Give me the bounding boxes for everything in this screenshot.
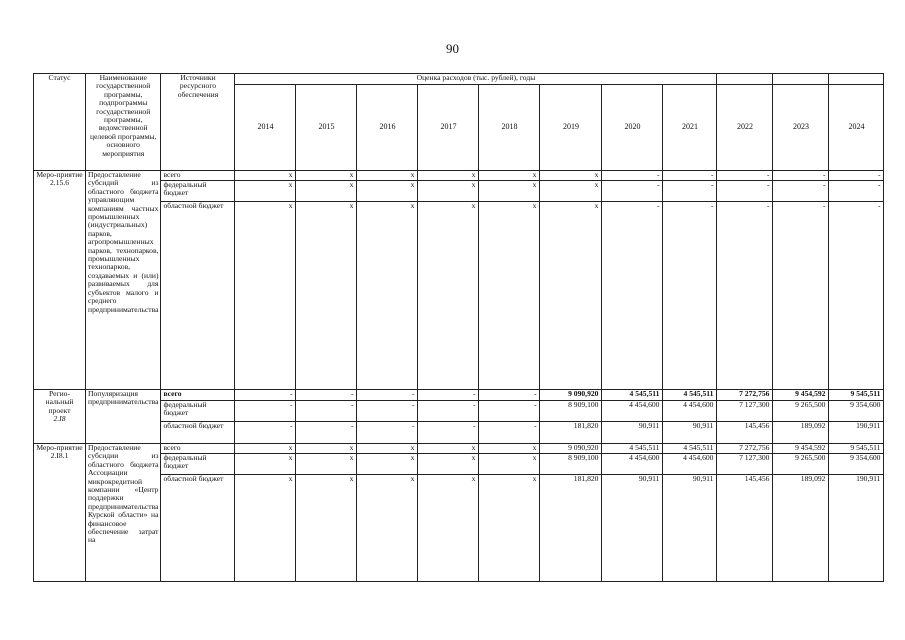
value-cell: - [663, 202, 717, 390]
value-cell: x [296, 454, 357, 475]
year-header: 2018 [479, 85, 540, 171]
value-cell: - [663, 181, 717, 202]
value-cell: 4 454,600 [663, 401, 717, 422]
value-cell: x [479, 444, 540, 454]
header-blank-2024 [829, 74, 884, 85]
value-cell: 4 545,511 [663, 444, 717, 454]
year-header: 2020 [602, 85, 663, 171]
value-cell: 9 265,500 [773, 454, 829, 475]
value-cell: 9 454,592 [773, 444, 829, 454]
source-cell: областной бюджет [161, 202, 235, 390]
source-cell: всего [161, 171, 235, 181]
value-cell: - [296, 422, 357, 444]
source-cell: федеральный бюджет [161, 401, 235, 422]
value-cell: 9 265,500 [773, 401, 829, 422]
status-code: 2.I8 [53, 414, 66, 424]
value-cell: - [357, 401, 418, 422]
value-cell: x [418, 475, 479, 582]
year-header: 2019 [540, 85, 602, 171]
value-cell: x [357, 475, 418, 582]
value-cell: x [418, 171, 479, 181]
value-cell: - [479, 390, 540, 401]
value-cell: - [418, 422, 479, 444]
value-cell: x [479, 181, 540, 202]
value-cell: - [357, 390, 418, 401]
value-cell: - [773, 181, 829, 202]
value-cell: 7 272,756 [717, 444, 773, 454]
status-cell: Меро-приятие 2.15.6 [34, 171, 86, 390]
value-cell: 90,911 [663, 475, 717, 582]
value-cell: x [357, 181, 418, 202]
value-cell: x [357, 202, 418, 390]
value-cell: 4 545,511 [663, 390, 717, 401]
value-cell: x [418, 444, 479, 454]
value-cell: x [479, 475, 540, 582]
value-cell: x [357, 444, 418, 454]
table-row [34, 171, 884, 181]
value-cell: 8 909,100 [540, 454, 602, 475]
value-cell: - [479, 422, 540, 444]
value-cell: - [296, 401, 357, 422]
value-cell: x [235, 181, 296, 202]
value-cell: 189,092 [773, 475, 829, 582]
value-cell: x [235, 444, 296, 454]
value-cell: x [235, 171, 296, 181]
year-header: 2024 [829, 85, 884, 171]
source-cell: федеральный бюджет [161, 454, 235, 475]
value-cell: 145,456 [717, 422, 773, 444]
value-cell: - [479, 401, 540, 422]
value-cell: 4 545,511 [602, 444, 663, 454]
value-cell: x [479, 454, 540, 475]
value-cell: x [418, 454, 479, 475]
year-header: 2023 [773, 85, 829, 171]
value-cell: 9 090,920 [540, 444, 602, 454]
table-row [34, 475, 884, 582]
value-cell: x [296, 202, 357, 390]
header-row [34, 74, 884, 85]
year-header: 2017 [418, 85, 479, 171]
status-cell: Меро-приятие 2.I8.1 [34, 444, 86, 582]
value-cell: 90,911 [602, 475, 663, 582]
value-cell: - [602, 181, 663, 202]
value-cell: x [296, 444, 357, 454]
year-header: 2015 [296, 85, 357, 171]
value-cell: x [357, 171, 418, 181]
value-cell: 190,911 [829, 422, 884, 444]
name-cell: Популяризация предпринимательства [86, 390, 161, 444]
table-row [34, 454, 884, 475]
value-cell: 90,911 [602, 422, 663, 444]
source-cell: всего [161, 390, 235, 401]
value-cell: 9 354,600 [829, 454, 884, 475]
value-cell: x [296, 181, 357, 202]
value-cell: x [540, 202, 602, 390]
value-cell: - [829, 202, 884, 390]
value-cell: - [357, 422, 418, 444]
value-cell: 4 454,600 [602, 454, 663, 475]
header-blank-2022 [717, 74, 773, 85]
name-cell: Предоставление субсидий из областного бюджета управляющим компаниям частных промышленных (индустриальных) парков, агропромышленных парков, технопарков, промышленных технопарков, создаваемых и (или) развиваемых для субъектов малого и среднего предпринимательства [86, 171, 161, 390]
value-cell: x [479, 202, 540, 390]
value-cell: 4 545,511 [602, 390, 663, 401]
table-row [34, 444, 884, 454]
value-cell: x [418, 202, 479, 390]
value-cell: x [540, 181, 602, 202]
value-cell: - [773, 202, 829, 390]
value-cell: 189,092 [773, 422, 829, 444]
year-header: 2016 [357, 85, 418, 171]
value-cell: 9 454,592 [773, 390, 829, 401]
value-cell: - [296, 390, 357, 401]
value-cell: 9 545,511 [829, 444, 884, 454]
value-cell: - [602, 202, 663, 390]
year-header: 2021 [663, 85, 717, 171]
page-number: 90 [446, 41, 459, 56]
budget-table [33, 73, 884, 582]
value-cell: - [717, 181, 773, 202]
value-cell: - [717, 171, 773, 181]
value-cell: - [418, 401, 479, 422]
value-cell: - [773, 171, 829, 181]
value-cell: - [418, 390, 479, 401]
value-cell: 145,456 [717, 475, 773, 582]
value-cell: - [829, 181, 884, 202]
status-cell [34, 390, 86, 444]
value-cell: 9 545,511 [829, 390, 884, 401]
value-cell: 181,820 [540, 422, 602, 444]
status-text: Регио-нальный проект [45, 389, 74, 415]
year-header: 2022 [717, 85, 773, 171]
value-cell: - [602, 171, 663, 181]
source-cell: областной бюджет [161, 475, 235, 582]
value-cell: - [717, 202, 773, 390]
value-cell: x [235, 202, 296, 390]
table-row [34, 202, 884, 390]
value-cell: x [235, 454, 296, 475]
source-cell: всего [161, 444, 235, 454]
header-blank-2023 [773, 74, 829, 85]
table-row [34, 422, 884, 444]
status-header: Статус [34, 74, 86, 171]
estimate-header: Оценка расходов (тыс. рублей), годы [235, 74, 717, 85]
value-cell: 190,911 [829, 475, 884, 582]
value-cell: x [540, 171, 602, 181]
source-cell: областной бюджет [161, 422, 235, 444]
year-header: 2014 [235, 85, 296, 171]
value-cell: x [296, 475, 357, 582]
value-cell: 9 354,600 [829, 401, 884, 422]
value-cell: 181,820 [540, 475, 602, 582]
value-cell: 7 127,300 [717, 401, 773, 422]
value-cell: x [479, 171, 540, 181]
value-cell: 8 909,100 [540, 401, 602, 422]
table-row [34, 390, 884, 401]
value-cell: - [235, 401, 296, 422]
value-cell: x [418, 181, 479, 202]
value-cell: x [357, 454, 418, 475]
name-header: Наименование государственной программы, подпрограммы государственной программы, ведомственной целевой программы, основного мероприятия [86, 74, 161, 171]
value-cell: 4 454,600 [663, 454, 717, 475]
value-cell: x [296, 171, 357, 181]
source-cell: федеральный бюджет [161, 181, 235, 202]
table-row [34, 401, 884, 422]
value-cell: 4 454,600 [602, 401, 663, 422]
name-cell: Предоставление субсидии из областного бюджета Ассоциации микрокредитной компании «Центр поддержки предпринимательства Курской области» на финансовое обеспечение затрат на [86, 444, 161, 582]
value-cell: - [235, 390, 296, 401]
value-cell: 7 127,300 [717, 454, 773, 475]
value-cell: - [663, 171, 717, 181]
value-cell: 9 090,920 [540, 390, 602, 401]
table-row [34, 181, 884, 202]
value-cell: x [235, 475, 296, 582]
value-cell: 7 272,756 [717, 390, 773, 401]
sources-header: Источники ресурсного обеспечения [161, 74, 235, 171]
value-cell: - [829, 171, 884, 181]
value-cell: 90,911 [663, 422, 717, 444]
value-cell: - [235, 422, 296, 444]
